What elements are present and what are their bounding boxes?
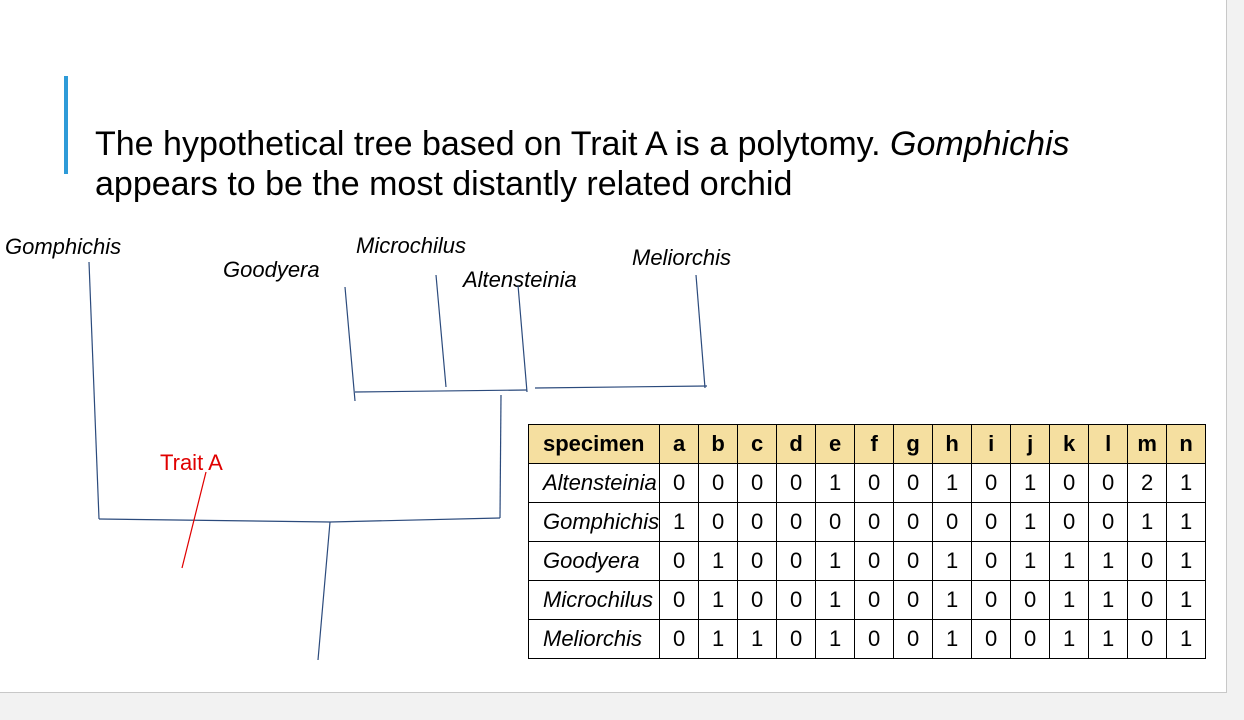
character-state-cell: 1 — [1167, 542, 1206, 581]
character-state-cell: 1 — [933, 464, 972, 503]
character-header: h — [933, 425, 972, 464]
taxon-label-altensteinia: Altensteinia — [463, 267, 577, 292]
specimen-name-cell: Gomphichis — [529, 503, 660, 542]
branch-goodyera — [345, 287, 355, 401]
upper-connector-right — [535, 386, 707, 388]
character-state-cell: 1 — [816, 542, 855, 581]
character-state-cell: 0 — [1050, 503, 1089, 542]
character-state-cell: 0 — [816, 503, 855, 542]
character-state-cell: 1 — [816, 620, 855, 659]
character-state-cell: 1 — [1050, 581, 1089, 620]
table-row — [529, 620, 1206, 659]
character-state-cell: 0 — [1050, 464, 1089, 503]
character-header: m — [1128, 425, 1167, 464]
character-state-cell: 0 — [894, 503, 933, 542]
character-state-cell: 1 — [1167, 581, 1206, 620]
character-state-cell: 0 — [855, 503, 894, 542]
character-state-cell: 0 — [660, 620, 699, 659]
character-header: k — [1050, 425, 1089, 464]
character-state-cell: 1 — [1011, 464, 1050, 503]
character-state-cell: 0 — [738, 542, 777, 581]
character-state-cell: 1 — [816, 464, 855, 503]
character-state-cell: 0 — [738, 581, 777, 620]
specimen-name-cell: Goodyera — [529, 542, 660, 581]
character-state-cell: 0 — [699, 503, 738, 542]
character-state-cell: 0 — [894, 464, 933, 503]
character-state-cell: 1 — [1011, 503, 1050, 542]
branch-upper-clade — [500, 395, 501, 518]
character-header: e — [816, 425, 855, 464]
branch-microchilus — [436, 275, 446, 387]
upper-connector-left — [355, 390, 527, 392]
character-header: a — [660, 425, 699, 464]
table-header-row — [529, 425, 1206, 464]
branch-meliorchis — [696, 275, 705, 388]
character-state-cell: 0 — [972, 503, 1011, 542]
character-header: n — [1167, 425, 1206, 464]
character-matrix-table — [528, 424, 1206, 659]
character-state-cell: 1 — [933, 542, 972, 581]
character-state-cell: 0 — [777, 620, 816, 659]
specimen-name-cell: Microchilus — [529, 581, 660, 620]
character-state-cell: 1 — [1089, 620, 1128, 659]
character-state-cell: 1 — [738, 620, 777, 659]
character-state-cell: 1 — [699, 620, 738, 659]
character-state-cell: 0 — [1089, 464, 1128, 503]
root-branch — [318, 522, 330, 660]
character-state-cell: 0 — [738, 503, 777, 542]
taxon-label-gomphichis: Gomphichis — [5, 234, 122, 259]
character-state-cell: 0 — [855, 581, 894, 620]
character-state-cell: 0 — [894, 620, 933, 659]
character-state-cell: 1 — [1050, 542, 1089, 581]
character-header: c — [738, 425, 777, 464]
table-row — [529, 464, 1206, 503]
branch-gomphichis — [89, 262, 99, 519]
character-state-cell: 0 — [894, 542, 933, 581]
branch-connector-right — [330, 518, 500, 522]
specimen-header: specimen — [529, 425, 660, 464]
character-state-cell: 1 — [1050, 620, 1089, 659]
character-table-container — [528, 424, 1206, 659]
character-header: b — [699, 425, 738, 464]
character-header: j — [1011, 425, 1050, 464]
character-state-cell: 0 — [660, 581, 699, 620]
character-state-cell: 0 — [972, 581, 1011, 620]
character-header: i — [972, 425, 1011, 464]
heading-text-1: The hypothetical tree based on Trait A is a polytomy. — [95, 125, 891, 163]
branch-altensteinia — [518, 285, 527, 392]
character-state-cell: 1 — [699, 542, 738, 581]
table-row — [529, 503, 1206, 542]
taxon-label-goodyera: Goodyera — [223, 257, 320, 282]
table-row — [529, 542, 1206, 581]
character-header: d — [777, 425, 816, 464]
character-state-cell: 1 — [816, 581, 855, 620]
table-body — [529, 464, 1206, 659]
character-state-cell: 0 — [972, 620, 1011, 659]
character-state-cell: 0 — [1128, 581, 1167, 620]
character-header: g — [894, 425, 933, 464]
character-state-cell: 0 — [777, 581, 816, 620]
character-state-cell: 1 — [1089, 542, 1128, 581]
character-state-cell: 1 — [1011, 542, 1050, 581]
slide-edge-right — [1226, 0, 1227, 692]
slide-edge-bottom — [0, 692, 1227, 693]
character-state-cell: 1 — [1089, 581, 1128, 620]
table-row — [529, 581, 1206, 620]
heading-genus: Gomphichis — [890, 125, 1070, 163]
character-header: f — [855, 425, 894, 464]
character-state-cell: 0 — [1128, 542, 1167, 581]
character-state-cell: 1 — [1128, 503, 1167, 542]
character-state-cell: 0 — [855, 620, 894, 659]
character-state-cell: 0 — [777, 503, 816, 542]
character-state-cell: 0 — [660, 464, 699, 503]
branch-connector-left — [99, 519, 330, 522]
taxon-label-microchilus: Microchilus — [356, 233, 467, 258]
trait-a-label: Trait A — [160, 450, 223, 475]
specimen-name-cell: Altensteinia — [529, 464, 660, 503]
character-state-cell: 0 — [738, 464, 777, 503]
character-state-cell: 0 — [933, 503, 972, 542]
character-state-cell: 1 — [1167, 464, 1206, 503]
specimen-name-cell: Meliorchis — [529, 620, 660, 659]
character-state-cell: 0 — [855, 464, 894, 503]
character-state-cell: 0 — [777, 464, 816, 503]
character-state-cell: 0 — [1011, 620, 1050, 659]
character-state-cell: 2 — [1128, 464, 1167, 503]
heading-text-2: appears to be the most distantly related orchid — [95, 165, 793, 203]
character-state-cell: 0 — [972, 464, 1011, 503]
character-state-cell: 0 — [1011, 581, 1050, 620]
character-state-cell: 0 — [1089, 503, 1128, 542]
character-state-cell: 1 — [1167, 620, 1206, 659]
character-state-cell: 0 — [699, 464, 738, 503]
character-state-cell: 0 — [972, 542, 1011, 581]
character-state-cell: 0 — [894, 581, 933, 620]
character-state-cell: 1 — [933, 581, 972, 620]
character-state-cell: 1 — [1167, 503, 1206, 542]
character-state-cell: 0 — [855, 542, 894, 581]
taxon-label-meliorchis: Meliorchis — [632, 245, 732, 270]
character-state-cell: 1 — [933, 620, 972, 659]
character-header: l — [1089, 425, 1128, 464]
character-state-cell: 1 — [660, 503, 699, 542]
character-state-cell: 1 — [699, 581, 738, 620]
character-state-cell: 0 — [777, 542, 816, 581]
character-state-cell: 0 — [660, 542, 699, 581]
character-state-cell: 0 — [1128, 620, 1167, 659]
